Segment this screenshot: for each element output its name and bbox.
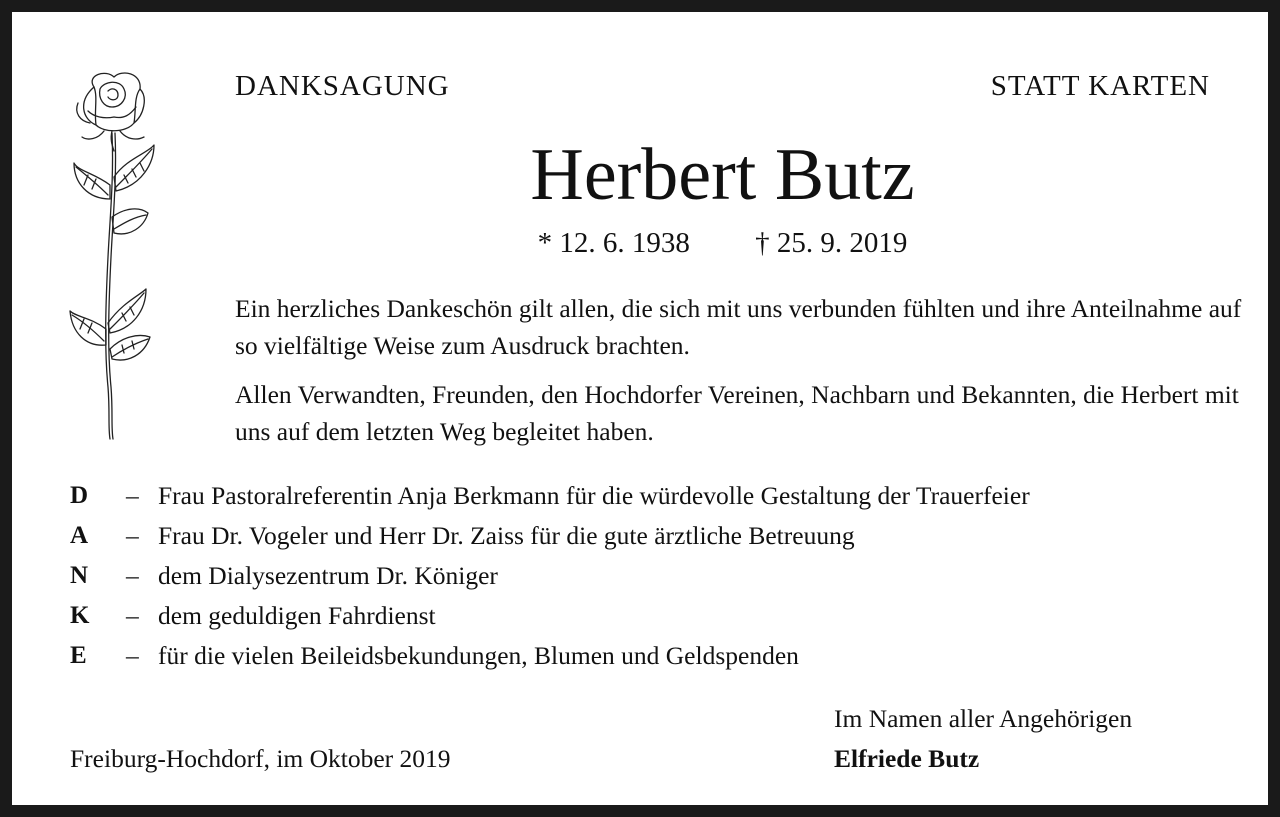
place-date: Freiburg-Hochdorf, im Oktober 2019 (70, 744, 451, 773)
danke-dash: – (126, 641, 139, 670)
danke-letter: K (70, 602, 90, 629)
danke-dash: – (126, 561, 139, 590)
deceased-name: Herbert Butz (530, 134, 915, 216)
danke-item-k (70, 596, 1250, 636)
signature-name: Elfriede Butz (834, 744, 980, 773)
danke-letter: D (70, 482, 89, 509)
death-date: † 25. 9. 2019 (755, 227, 908, 259)
danke-dash: – (126, 601, 139, 630)
danke-text: Frau Dr. Vogeler und Herr Dr. Zaiss für die gute ärztliche Betreuung (158, 521, 855, 550)
danke-item-e (70, 636, 1250, 676)
danke-text: Frau Pastoralreferentin Anja Berkmann für die würdevolle Gestaltung der Trauerfeier (158, 481, 1030, 510)
birth-date: * 12. 6. 1938 (537, 227, 690, 259)
danke-letter: N (70, 562, 89, 589)
danke-dash: – (126, 481, 139, 510)
danke-item-d (70, 476, 1250, 516)
danke-item-n (70, 556, 1250, 596)
danke-list (70, 476, 1250, 676)
danke-text: dem Dialysezentrum Dr. Königer (158, 561, 498, 590)
life-dates (235, 222, 1210, 264)
danke-item-a (70, 516, 1250, 556)
danke-text: für die vielen Beileidsbekundungen, Blumen und Geldspenden (158, 641, 799, 670)
danke-letter: A (70, 522, 89, 549)
danke-dash: – (126, 521, 139, 550)
danke-letter: E (70, 642, 87, 669)
heading-statt-karten: STATT KARTEN (990, 70, 1210, 102)
thanks-paragraph-2: Allen Verwandten, Freunden, den Hochdorfer Vereinen, Nachbarn und Bekannten, die Herbert mit uns auf dem letzten Weg begleitet haben. (235, 380, 1239, 446)
thanks-paragraph-1: Ein herzliches Dankeschön gilt allen, die sich mit uns verbunden fühlten und ihre Anteilnahme auf so vielfältige Weise zum Ausdruck brachten. (235, 294, 1242, 360)
signature-label: Im Namen aller Angehörigen (834, 704, 1133, 733)
rose-icon (64, 67, 160, 447)
danke-text: dem geduldigen Fahrdienst (158, 601, 436, 630)
heading-danksagung: DANKSAGUNG (235, 70, 450, 102)
